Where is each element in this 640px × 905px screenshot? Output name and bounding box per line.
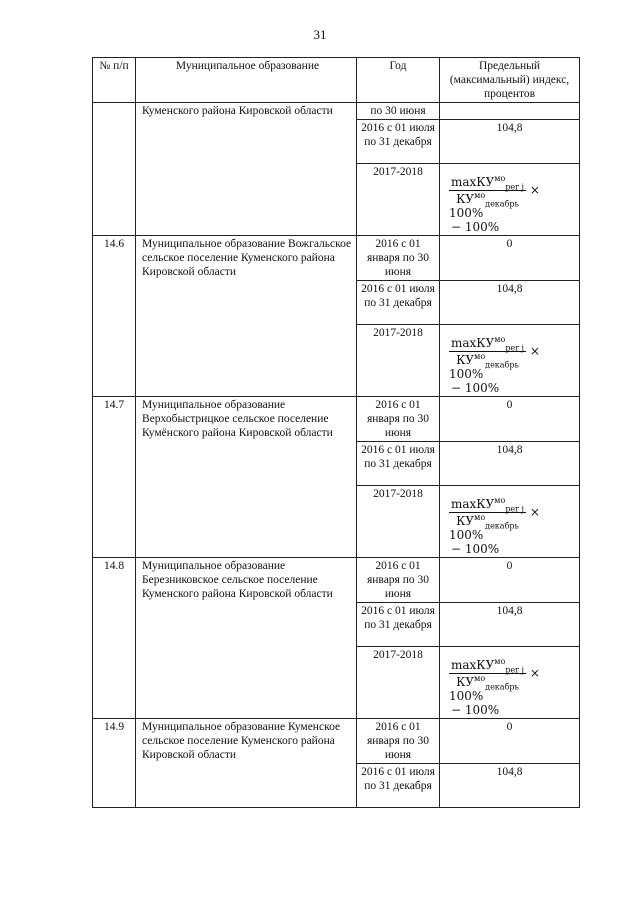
index-formula [443,648,576,717]
row-number: 14.7 [93,397,136,558]
period-index: 104,8 [440,120,580,164]
period-index: 0 [440,397,580,442]
period-year: 2016 с 01 июля по 31 декабря [357,281,440,325]
period-year: 2016 с 01 июля по 31 декабря [357,764,440,808]
period-index-formula [440,164,580,236]
table-body [93,103,580,808]
page-number: 31 [313,27,327,42]
formula-denominator: $КУ^{мо}_{декабрь}$ [456,513,519,531]
formula-denominator: $КУ^{мо}_{декабрь}$ [456,352,519,370]
period-index: 104,8 [440,442,580,486]
table-header-row [93,58,580,103]
index-formula [443,487,576,556]
period-year: 2016 с 01 января по 30 июня [357,719,440,764]
period-year: 2016 с 01 июля по 31 декабря [357,120,440,164]
period-year: 2016 с 01 января по 30 июня [357,558,440,603]
formula-times: × 100% [449,505,540,542]
row-number: 14.8 [93,558,136,719]
formula-minus: − 100% [451,220,500,234]
period-index-formula [440,325,580,397]
period-year: 2017-2018 [357,164,440,236]
formula-numerator: maxКУ$^{мо}_{per j}$ [451,335,525,353]
period-index-formula [440,647,580,719]
period-index: 104,8 [440,281,580,325]
period-year: 2016 с 01 января по 30 июня [357,397,440,442]
table-row [93,558,580,603]
formula-numerator: maxКУ$^{мо}_{per j}$ [451,496,525,514]
municipality-name: Муниципальное образование Верхобыстрицкое сельское поселение Кумёнского района Кировской области [136,397,357,558]
formula-denominator: $КУ^{мо}_{декабрь}$ [456,674,519,692]
table-row [93,236,580,281]
row-number: 14.6 [93,236,136,397]
formula-minus: − 100% [451,703,500,717]
period-year: 2017-2018 [357,325,440,397]
period-year: 2017-2018 [357,486,440,558]
municipality-name: Куменского района Кировской области [136,103,357,236]
period-year: 2016 с 01 июля по 31 декабря [357,603,440,647]
formula-minus: − 100% [451,542,500,556]
period-index-formula [440,486,580,558]
table-row [93,103,580,120]
row-number: 14.9 [93,719,136,808]
formula-fraction [449,657,526,692]
period-year: по 30 июня [357,103,440,120]
period-year: 2016 с 01 января по 30 июня [357,236,440,281]
formula-times: × 100% [449,666,540,703]
period-index: 104,8 [440,764,580,808]
row-number [93,103,136,236]
period-index: 0 [440,236,580,281]
municipality-name: Муниципальное образование Березниковское сельское поселение Куменского района Кировской области [136,558,357,719]
formula-denominator: $КУ^{мо}_{декабрь}$ [456,191,519,209]
period-index: 0 [440,558,580,603]
period-year: 2017-2018 [357,647,440,719]
municipality-name: Муниципальное образование Куменское сельское поселение Куменского района Кировской области [136,719,357,808]
header-year: Год [357,58,440,103]
table-row [93,397,580,442]
period-index [440,103,580,120]
header-num: № п/п [93,58,136,103]
formula-fraction [449,496,526,531]
municipality-name: Муниципальное образование Вожгальское сельское поселение Куменского района Кировской области [136,236,357,397]
index-formula [443,165,576,234]
tariff-index-table [92,57,580,808]
formula-minus: − 100% [451,381,500,395]
period-index: 0 [440,719,580,764]
index-formula [443,326,576,395]
formula-fraction [449,174,526,209]
header-municipality: Муниципальное образование [136,58,357,103]
formula-times: × 100% [449,344,540,381]
formula-times: × 100% [449,183,540,220]
formula-numerator: maxКУ$^{мо}_{per j}$ [451,657,525,675]
period-index: 104,8 [440,603,580,647]
header-index: Предельный (максимальный) индекс, процентов [440,58,580,103]
period-year: 2016 с 01 июля по 31 декабря [357,442,440,486]
formula-numerator: maxКУ$^{мо}_{per j}$ [451,174,525,192]
table-row [93,719,580,764]
formula-fraction [449,335,526,370]
